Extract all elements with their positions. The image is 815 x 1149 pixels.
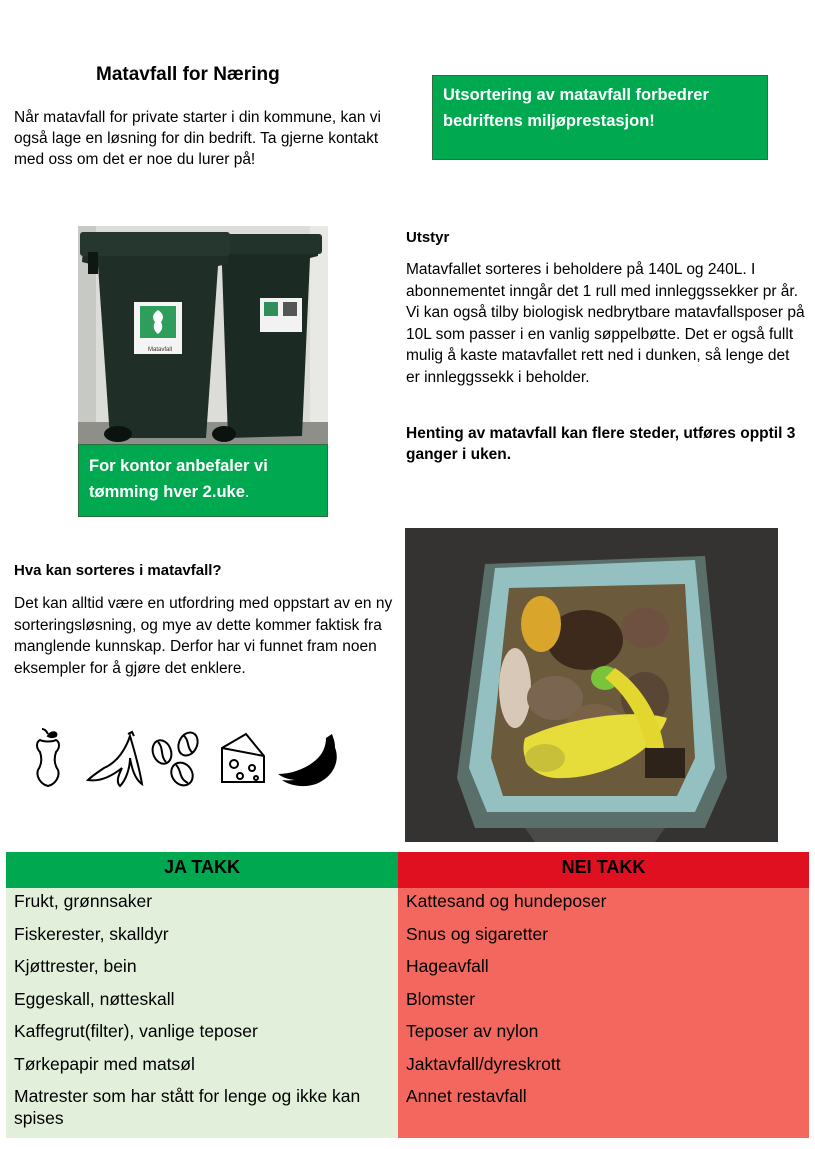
ja-item: Kjøttrester, bein bbox=[14, 956, 137, 976]
food-waste-photo bbox=[405, 528, 778, 842]
apple-core-icon bbox=[37, 729, 59, 786]
nei-item: Teposer av nylon bbox=[406, 1021, 539, 1041]
ja-item: Frukt, grønnsaker bbox=[14, 891, 153, 911]
callout-office-dot: . bbox=[244, 483, 250, 501]
hva-heading: Hva kan sorteres i matavfall? bbox=[14, 562, 222, 579]
utstyr-body: Matavfallet sorteres i beholdere på 140L og 240L. I abonnementet inngår det 1 rull med innleggssekker pr år. Vi kan også tilby biologisk nedbrytbare matavfallsposer på 10L som passer i en vanlig søppelbøtte. Det er også fullt mulig å kaste matavfallet rett ned i dunken, så lenge det er innleggssekk i beholder. bbox=[406, 261, 805, 386]
bananas-icon bbox=[278, 734, 337, 786]
bin-label-text: Matavfall bbox=[148, 347, 173, 353]
ja-takk-column bbox=[6, 852, 398, 1138]
nei-item: Kattesand og hundeposer bbox=[406, 891, 607, 911]
cheese-icon bbox=[222, 734, 264, 782]
nei-item: Annet restavfall bbox=[406, 1086, 527, 1106]
callout-environment: Utsortering av matavfall forbedrer bedriftens miljøprestasjon! bbox=[432, 75, 768, 160]
nei-item: Blomster bbox=[406, 988, 476, 1009]
intro-text: Når matavfall for private starter i din kommune, kan vi også lage en løsning for din bedrift. Ta gjerne kontakt med oss om det er noe du lurer på! bbox=[14, 109, 381, 168]
bins-illustration bbox=[78, 226, 328, 444]
coffee-beans-icon bbox=[149, 729, 201, 789]
ja-item: Eggeskall, nøtteskall bbox=[14, 988, 175, 1009]
callout-office-tip bbox=[78, 444, 328, 517]
food-waste-illustration bbox=[405, 528, 778, 842]
nei-takk-column bbox=[398, 852, 809, 1138]
nei-item: Snus og sigaretter bbox=[406, 923, 549, 944]
nei-item: Jaktavfall/dyreskrott bbox=[406, 1053, 561, 1074]
ja-item: Matrester som har stått for lenge og ikke kan spises bbox=[14, 1086, 361, 1128]
ja-takk-header: JA TAKK bbox=[6, 852, 398, 888]
banana-peel-icon bbox=[88, 732, 142, 786]
page-title: Matavfall for Næring bbox=[96, 64, 280, 85]
callout-office-text: For kontor anbefaler vi tømming hver 2.uke bbox=[89, 457, 268, 501]
henting-text: Henting av matavfall kan flere steder, utføres opptil 3 ganger i uken. bbox=[406, 425, 796, 463]
food-icons-row bbox=[30, 728, 350, 790]
ja-item: Fiskerester, skalldyr bbox=[14, 923, 169, 944]
ja-item: Kaffegrut(filter), vanlige teposer bbox=[14, 1021, 258, 1041]
utstyr-heading: Utstyr bbox=[406, 229, 450, 246]
ja-item: Tørkepapir med matsøl bbox=[14, 1053, 195, 1074]
sorting-table bbox=[6, 852, 809, 1138]
nei-item: Hageavfall bbox=[406, 956, 489, 976]
bins-photo bbox=[78, 226, 328, 444]
nei-takk-header: NEI TAKK bbox=[398, 852, 809, 888]
hva-body: Det kan alltid være en utfordring med oppstart av en ny sorteringsløsning, og mye av dette kommer faktisk fra manglende kunnskap. Derfor har vi funnet fram noen eksempler for å gjøre det enklere. bbox=[14, 595, 393, 677]
